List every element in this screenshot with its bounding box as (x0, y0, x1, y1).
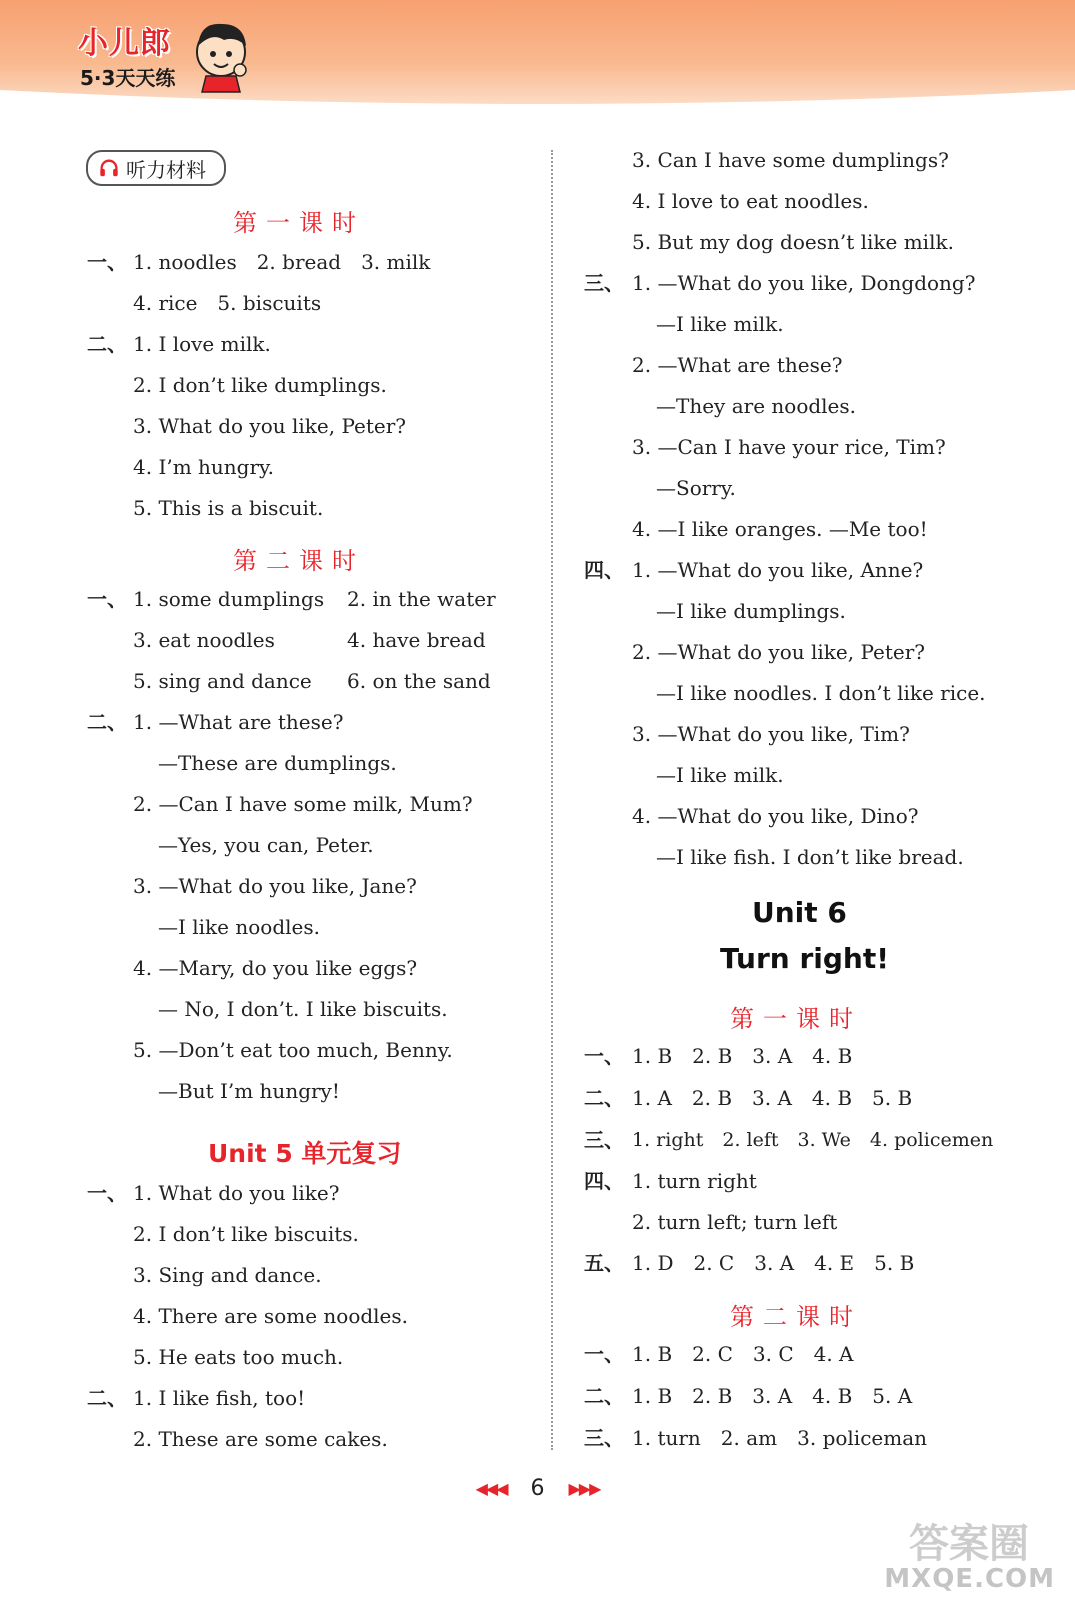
answer-line: —I like milk. (656, 312, 784, 336)
answer-line: 4. —Mary, do you like eggs? (133, 956, 418, 980)
section-marker: 四、 (584, 558, 624, 582)
answer-line: 4. I’m hungry. (133, 455, 275, 479)
left-arrows-icon: ◀◀◀ (475, 1478, 507, 1498)
section-marker: 一、 (87, 1181, 127, 1205)
answer-line: 4. rice 5. biscuits (133, 291, 322, 315)
answer-line: 1. —What are these? (133, 710, 344, 734)
answer-line: 3. —What do you like, Jane? (133, 874, 417, 898)
tag-label: 听力材料 (126, 157, 206, 182)
section-marker: 二、 (584, 1384, 624, 1408)
answer-line: 5. But my dog doesn’t like milk. (632, 230, 954, 254)
unit6-subtitle: Turn right! (720, 942, 889, 975)
section-marker: 三、 (584, 1128, 624, 1152)
answer-line: 1. noodles 2. bread 3. milk (133, 250, 431, 274)
answer-line: —These are dumplings. (158, 751, 397, 775)
answer-line: 4. —I like oranges. —Me too! (632, 517, 928, 541)
answer-line: 2. —What do you like, Peter? (632, 640, 925, 664)
headphones-icon (98, 157, 120, 179)
answer-line: —Yes, you can, Peter. (158, 833, 374, 857)
section-marker: 四、 (584, 1169, 624, 1193)
right-lesson1-heading: 第一课时 (730, 1005, 862, 1033)
answer-line: 1. —What do you like, Anne? (632, 558, 924, 582)
answer-line: 2. These are some cakes. (133, 1427, 388, 1451)
answer-line: 1. I love milk. (133, 332, 271, 356)
answer-line: —But I’m hungry! (158, 1079, 340, 1103)
answer-line: 1. What do you like? (133, 1181, 340, 1205)
answer-line: 5. He eats too much. (133, 1345, 344, 1369)
answer-line: 5. sing and dance (133, 669, 312, 693)
section-marker: 三、 (584, 1426, 624, 1450)
answer-line: 4. There are some noodles. (133, 1304, 409, 1328)
answer-line: 2. —Can I have some milk, Mum? (133, 792, 473, 816)
answer-line: 3. Can I have some dumplings? (632, 148, 949, 172)
answer-line: 4. have bread (347, 628, 486, 652)
answer-line: 1. turn right (632, 1169, 757, 1193)
page-number: 6 (530, 1475, 545, 1501)
answer-line: —They are noodles. (656, 394, 857, 418)
answer-line: 4. —What do you like, Dino? (632, 804, 919, 828)
right-arrows-icon: ▶▶▶ (568, 1478, 600, 1498)
section-marker: 二、 (87, 1386, 127, 1410)
answer-line: 3. —Can I have your rice, Tim? (632, 435, 946, 459)
watermark-bottom: MXQE.COM (884, 1564, 1055, 1594)
answer-line: 1. D 2. C 3. A 4. E 5. B (632, 1251, 915, 1275)
left-lesson2-heading: 第二课时 (233, 547, 365, 575)
unit5-review-heading: Unit 5 单元复习 (208, 1139, 402, 1168)
section-marker: 五、 (584, 1251, 624, 1275)
answer-line: — No, I don’t. I like biscuits. (158, 997, 448, 1021)
mascot-boy-icon (188, 14, 254, 94)
section-marker: 一、 (87, 250, 127, 274)
section-marker: 二、 (584, 1086, 624, 1110)
answer-line: 2. turn left; turn left (632, 1210, 838, 1234)
answer-line: 3. What do you like, Peter? (133, 414, 406, 438)
section-marker: 二、 (87, 710, 127, 734)
answer-line: 1. some dumplings (133, 587, 325, 611)
answer-line: 2. in the water (347, 587, 496, 611)
answer-line: 1. B 2. B 3. A 4. B 5. A (632, 1384, 913, 1408)
answer-line: 4. I love to eat noodles. (632, 189, 869, 213)
section-marker: 一、 (584, 1342, 624, 1366)
answer-line: —I like noodles. (158, 915, 320, 939)
answer-line: 5. This is a biscuit. (133, 496, 324, 520)
answer-line: 1. right 2. left 3. We 4. policemen (632, 1129, 994, 1151)
listening-material-tag (86, 150, 226, 186)
answer-line: 5. —Don’t eat too much, Benny. (133, 1038, 453, 1062)
unit6-title: Unit 6 (752, 896, 847, 929)
section-marker: 三、 (584, 271, 624, 295)
answer-line: 1. I like fish, too! (133, 1386, 306, 1410)
answer-line: —I like fish. I don’t like bread. (656, 845, 964, 869)
answer-line: 3. —What do you like, Tim? (632, 722, 910, 746)
answer-line: 6. on the sand (347, 669, 491, 693)
answer-line: —I like dumplings. (656, 599, 846, 623)
answer-line: 1. —What do you like, Dongdong? (632, 271, 976, 295)
right-lesson2-heading: 第二课时 (730, 1303, 862, 1331)
answer-line: —I like noodles. I don’t like rice. (656, 681, 986, 705)
section-marker: 一、 (87, 587, 127, 611)
section-marker: 二、 (87, 332, 127, 356)
watermark (869, 1512, 1059, 1594)
answer-line: 2. I don’t like dumplings. (133, 373, 387, 397)
answer-line: —I like milk. (656, 763, 784, 787)
answer-line: 1. A 2. B 3. A 4. B 5. B (632, 1086, 913, 1110)
series-name: 5·3天天练 (80, 66, 176, 90)
page-footer (0, 1468, 1075, 1508)
section-marker: 一、 (584, 1044, 624, 1068)
brand-logo: 小儿郎 (78, 26, 171, 61)
answer-line: 1. B 2. C 3. C 4. A (632, 1342, 854, 1366)
answer-line: 1. B 2. B 3. A 4. B (632, 1044, 853, 1068)
answer-line: —Sorry. (656, 476, 736, 500)
answer-line: 2. I don’t like biscuits. (133, 1222, 359, 1246)
answer-line: 3. eat noodles (133, 628, 275, 652)
watermark-top: 答案圈 (909, 1521, 1029, 1567)
left-lesson1-heading: 第一课时 (233, 209, 365, 237)
column-divider (551, 150, 553, 1450)
answer-line: 1. turn 2. am 3. policeman (632, 1426, 928, 1450)
answer-line: 2. —What are these? (632, 353, 843, 377)
answer-line: 3. Sing and dance. (133, 1263, 322, 1287)
